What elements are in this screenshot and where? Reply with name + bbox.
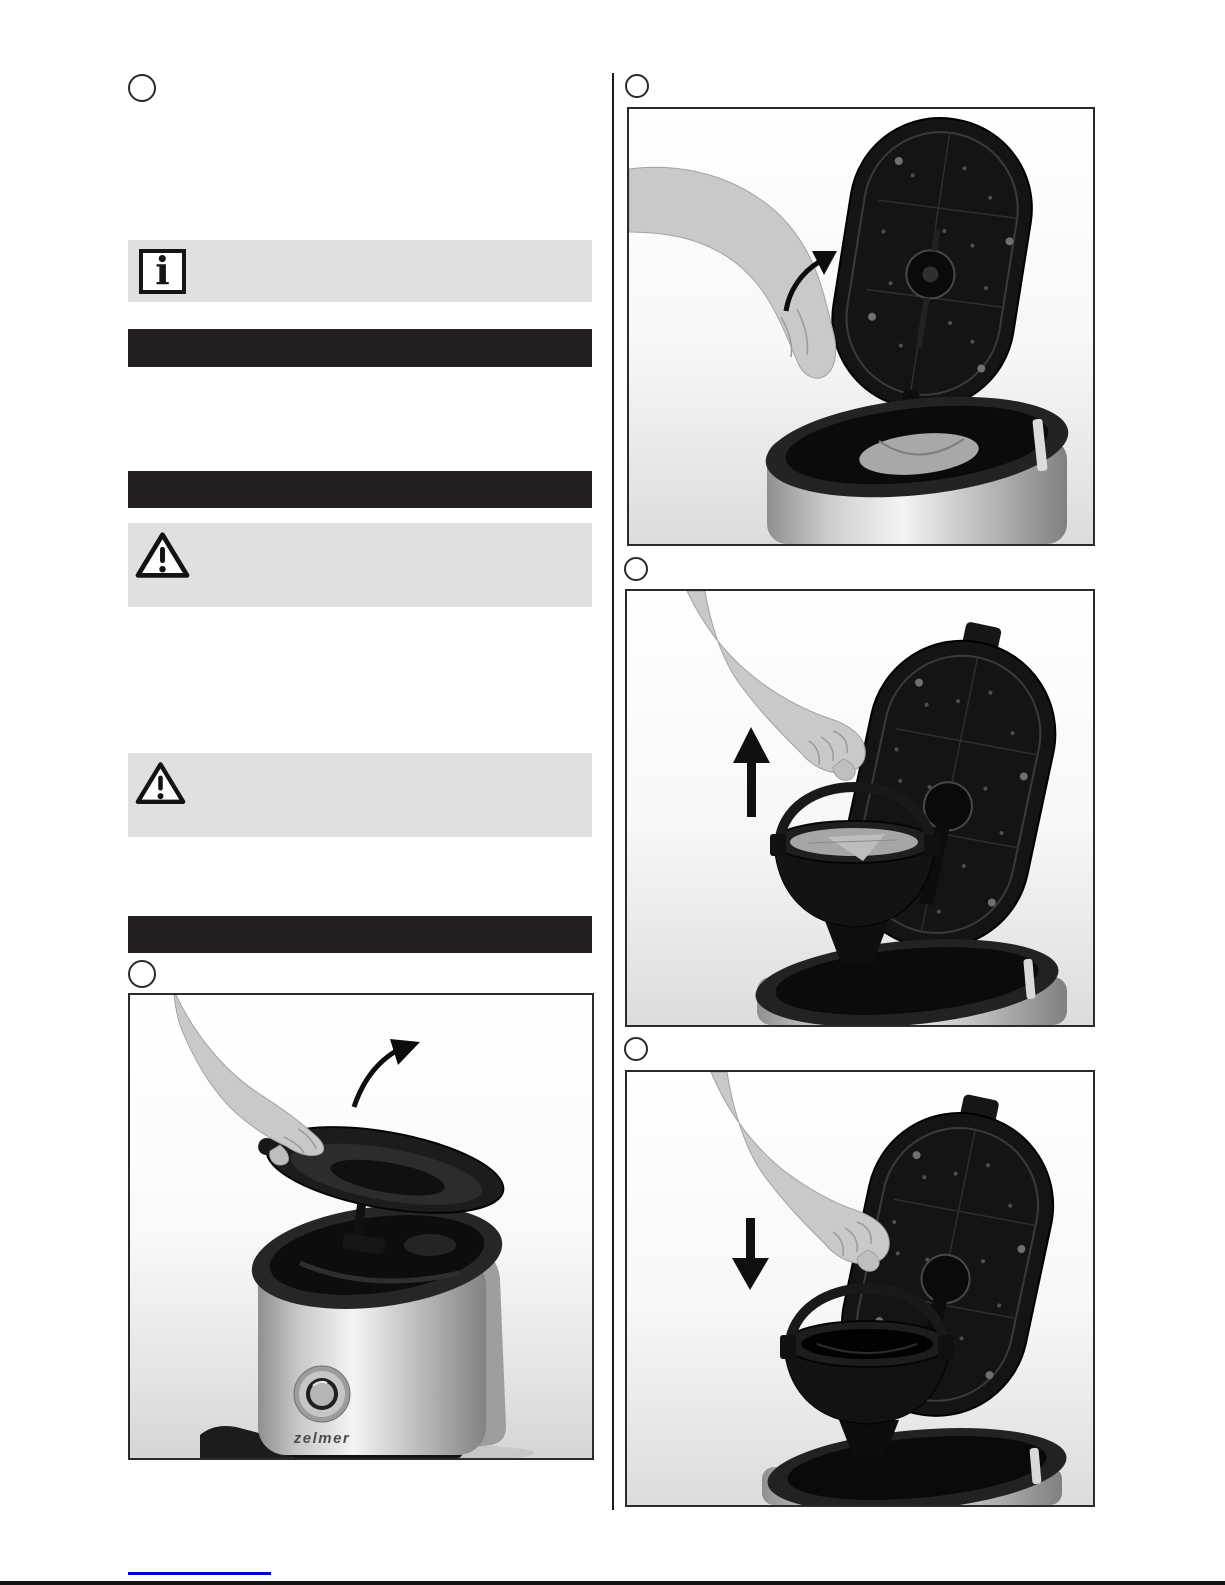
warning-note-2: [128, 753, 592, 837]
page-bottom-rule: [0, 1581, 1225, 1585]
figure-lid-fully-open: [627, 107, 1095, 546]
step-marker-1: [625, 74, 649, 98]
step-marker-a: [128, 74, 156, 102]
section-heading-bar-2: [128, 471, 592, 508]
figure-lift-filter-basket: [625, 589, 1095, 1027]
footer-link-underline[interactable]: [128, 1572, 271, 1575]
figure-insert-filter-basket: [625, 1070, 1095, 1507]
step-marker-2: [624, 557, 648, 581]
warning-note-1: [128, 523, 592, 607]
section-heading-bar-1: [128, 329, 592, 367]
control-knob: [294, 1366, 350, 1422]
step-marker-3: [624, 1037, 648, 1061]
figure-open-lid: [128, 993, 594, 1460]
info-icon: i: [139, 249, 186, 294]
column-divider: [612, 73, 614, 1510]
info-note: [128, 240, 592, 302]
zelmer-logo: zelmer: [293, 1430, 351, 1447]
warning-triangle-icon: [134, 760, 187, 807]
warning-triangle-icon: [134, 530, 191, 581]
section-heading-bar-3: [128, 916, 592, 953]
step-marker-b: [128, 960, 156, 988]
